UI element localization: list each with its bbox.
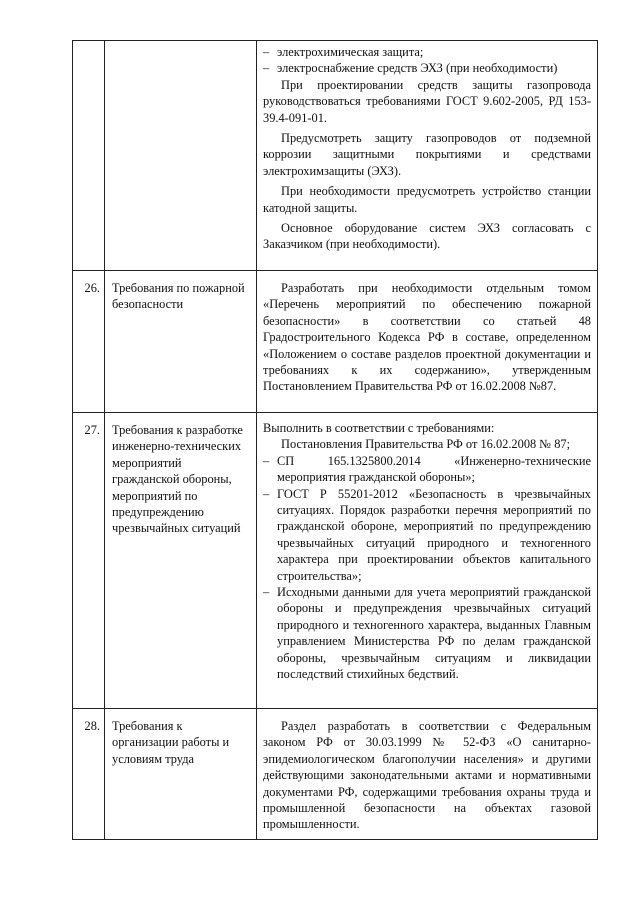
row-number: 28.	[73, 709, 105, 840]
requirements-table	[72, 40, 598, 840]
paragraph: Предусмотреть защиту газопроводов от подземной коррозии защитными покрытиями и средствами электрохимзащиты (ЭХЗ).	[263, 131, 591, 178]
list-item: – ГОСТ Р 55201-2012 «Безопасность в чрезвычайных ситуациях. Порядок разработки перечня мероприятий по гражданской обороне, мероприятий по предупреждению чрезвычайных ситуаций природного и техногенного характера при проектировании объектов капитального строительства»;	[263, 486, 591, 583]
row-title: Требования к разработке инженерно-технических мероприятий гражданской обороны, мероприятий по предупреждению чрезвычайных ситуаций	[105, 413, 257, 709]
paragraph: Выполнить в соответствии с требованиями:	[263, 421, 495, 435]
row-content-cell	[257, 271, 598, 413]
table-row	[73, 41, 598, 271]
row-content-cell	[257, 413, 598, 709]
row-title: Требования к организации работы и условиям труда	[105, 709, 257, 840]
table-row	[73, 271, 598, 413]
paragraph: Разработать при необходимости отдельным томом «Перечень мероприятий по обеспечению пожарной безопасности» в соответствии со статьей 48 Градостроительного Кодекса РФ в составе, определенном «Положением о составе разделов проектной документации и требованиях к их содержанию», утвержденным Постановлением Правительства РФ от 16.02.2008 №87.	[263, 281, 591, 394]
row-name-cell	[105, 41, 257, 271]
paragraph: Основное оборудование систем ЭХЗ согласовать с Заказчиком (при необходимости).	[263, 221, 591, 252]
row-number: 27.	[73, 413, 105, 709]
row-content-cell	[257, 41, 598, 271]
row-title: Требования по пожарной безопасности	[105, 271, 257, 413]
row-content-cell	[257, 709, 598, 840]
list-item: – электрохимическая защита;	[263, 45, 424, 59]
table-row	[73, 413, 598, 709]
paragraph: Раздел разработать в соответствии с Федеральным законом РФ от 30.03.1999 № 52-ФЗ «О санитарно-эпидемиологическом благополучии населения» и другими действующими законодательными актами и нормативными документами РФ, содержащими требования охраны труда и промышленной безопасности на объектах газовой промышленности.	[263, 719, 591, 832]
paragraph: При необходимости предусмотреть устройство станции катодной защиты.	[263, 184, 591, 215]
list-item: – электроснабжение средств ЭХЗ (при необходимости)	[263, 61, 558, 76]
row-number-cell	[73, 41, 105, 271]
list-item: – Исходными данными для учета мероприятий гражданской обороны и предупреждения чрезвычайных ситуаций природного и техногенного характера, выданных Главным управлением Министерства РФ по делам гражданской обороны, чрезвычайным ситуациям и ликвидации последствий стихийных бедствий.	[263, 585, 591, 682]
table-row	[73, 709, 598, 840]
paragraph: При проектировании средств защиты газопровода руководствоваться требованиями ГОСТ 9.602-2005, РД 153-39.4-091-01.	[263, 77, 591, 125]
list-item: – СП 165.1325800.2014 «Инженерно-технические мероприятия гражданской обороны»;	[263, 453, 591, 485]
row-number: 26.	[73, 271, 105, 413]
paragraph: Постановления Правительства РФ от 16.02.2008 № 87;	[281, 437, 571, 452]
